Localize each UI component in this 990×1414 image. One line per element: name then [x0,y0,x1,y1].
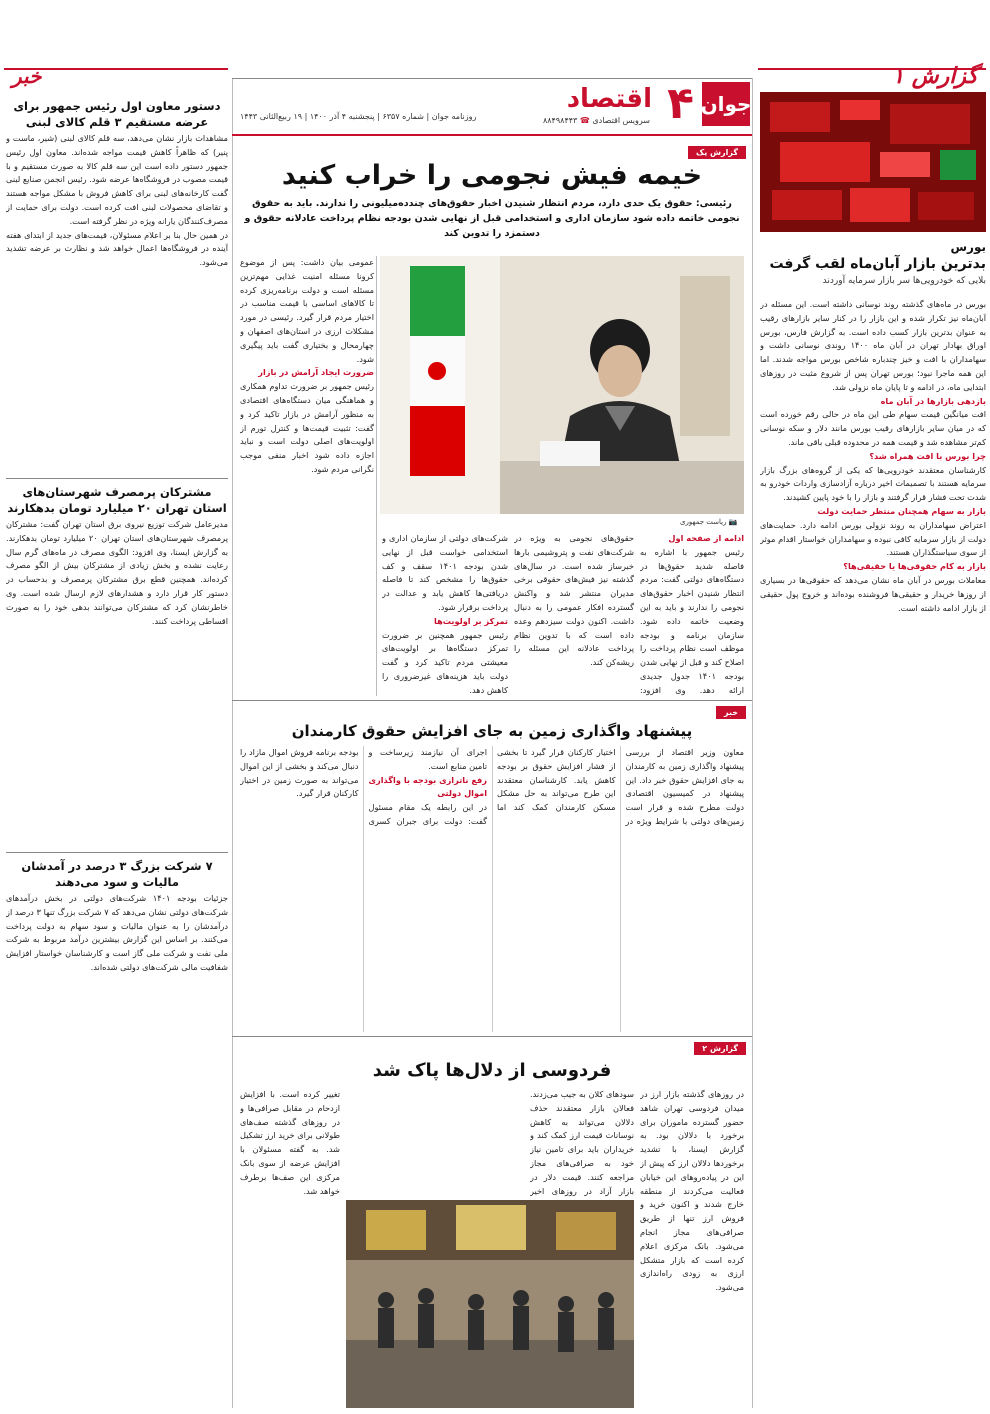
report2-para: تغییر کرده است. با افزایش ازدحام در مقابل صرافی‌ها و در روزهای گذشته صف‌های طولانی برای خرید ارز تشکیل شد. به گفته مسئولان با افزایش عرضه از سوی بانک مرکزی این صف‌ها برطرف خواهد شد. [240,1089,340,1196]
section-divider [232,1036,752,1037]
lead-headline: خیمه فیش نجومی را خراب کنید [281,160,703,191]
phone-icon: ☎ [579,116,590,125]
news2-para: مدیرعامل شرکت توزیع نیروی برق استان تهران گفت: مشترکان پرمصرف شهرستان‌های استان تهران ۲۰ میلیارد تومان بدهکارند. به گزارش ایسنا، وی افزود: الگوی مصرف در ماه‌های گرم سال رعایت نشده و بخش زیادی از مشترکان بیش از الگو مصرف کرده‌اند. همچنین قطع برق مشترکان پرمصرف و بدحساب در دستور کار قرار دارد و هشدارهای لازم ارسال شده است. وی خاطرنشان کرد که مشترکان می‌توانند بدهی خود را به صورت اقساطی پرداخت کنند. [6,519,228,626]
bourse-body [760,298,986,1408]
bourse-para: اعتراض سهامداران به روند نزولی بورس ادامه دارد. حمایت‌های دولت از بازار سرمایه کافی نبوده و سهامداران خواستار اقدام موثر از سوی سیاستگذاران هستند. [760,519,986,558]
page-number: ۴ [667,78,694,129]
report2-column-2 [530,1088,634,1198]
bourse-para: افت میانگین قیمت سهام طی این ماه در حالی رقم خورده است که در میان سایر بازارهای رقیب بورس مانند دلار و سکه نوسانی کم‌تر مشاهده شد و قیمت همه در محدوده قبلی باقی ماند. [760,409,986,447]
column-rule [376,256,377,696]
report2-para: در روزهای گذشته بازار ارز در میدان فردوسی تهران شاهد حضور گسترده ماموران برای برخورد با دلالان بود. به گزارش ایسنا، با تشدید برخوردها دلالان ارز که پیش از این در پیاده‌روهای این خیابان فعالیت می‌کردند از منطقه خارج شدند و اکنون خرید و فروش ارز تنها از طریق صرافی‌های مجاز انجام می‌شود. بانک مرکزی اعلام کرده است که بازار متشکل ارزی به زودی راه‌اندازی می‌شود. [640,1089,744,1293]
lead-para: شرکت‌های دولتی از سازمان اداری و استخدامی خواست قبل از نهایی شدن بودجه ۱۴۰۱ سقف و کف حقوق‌ها را مشخص کند تا فاصله دریافتی‌ها کاهش یابد و عدالت در پرداخت برقرار شود. [382,533,508,612]
news1-body [6,132,228,472]
bourse-headline: بدترین بازار آبان‌ماه لقب گرفت [769,256,986,272]
bourse-para: بورس در ماه‌های گذشته روند نوسانی داشته است. این مسئله در آبان‌ماه نیز تکرار شده و این بازار را در کنار سایر بازارهای رقیب به عنوان بدترین بازار کسب داده است. به گزارش فارس، بورس اوراق بهادار تهران در آبان ماه ۱۴۰۰ روندی نوسانی داشت و سهامداران با افت و خیز چندباره شاخص بورس مواجه شدند. اما این همه ماجرا نبود؛ بورس تهران پس از شروع مثبت در روزهای ابتدایی ماه، در ادامه و تا پایان ماه نزولی شد. [760,299,986,392]
section-title: اقتصاد [566,84,652,114]
lead-subhead: تمرکز بر اولویت‌ها [434,615,508,626]
bourse-para: کارشناسان معتقدند خودرویی‌ها که یکی از گروه‌های بزرگ بازار سرمایه هستند با تصمیمات اخیر درباره آزادسازی واردات خودرو به شدت تحت فشار قرار گرفتند و بازار را با خود پایین کشیدند. [760,464,986,503]
lead-para: رئیس جمهور با اشاره به فاصله شدید حقوق‌ها در دستگاه‌های دولتی گفت: مردم انتظار شنیدن اخبار حقوق‌های نجومی را ندارند و باید به این وضعیت خاتمه داده شود. سازمان برنامه و بودجه موظف است نظام پرداخت را اصلاح کند و قبل از نهایی شدن بودجه ۱۴۰۱ جدول جدیدی ارائه دهد. وی افزود: [640,546,744,695]
column-rule [752,78,753,1408]
column-rule [232,78,233,1408]
report2-column-3 [240,1088,340,1408]
report2-kicker: گزارش ۲ [694,1042,746,1055]
lead-column-2 [514,532,634,696]
khabar-kicker: خبر [716,706,746,719]
khabar-subhead: رفع ناترازی بودجه با واگذاری اموال دولتی [368,774,487,799]
khabar-body [240,746,744,1032]
bourse-subhead: چرا بورس با افت همراه شد؟ [869,450,986,461]
news2-headline: مشترکان پرمصرف شهرستان‌های استان تهران ۲۰ میلیارد تومان بدهکارند [7,485,227,515]
bourse-subheadline: بلایی که خودرویی‌ها سر بازار سرمایه آوردند [822,276,986,286]
bourse-board-image [760,92,986,232]
news3-headline: ۷ شرکت بزرگ ۳ درصد در آمدشان مالیات و سود می‌دهند [21,859,213,889]
issue-info: روزنامه جوان | شماره ۶۳۵۷ | پنجشنبه ۴ آذر ۱۴۰۰ | ۱۹ ربیع‌الثانی ۱۴۴۳ [240,112,477,121]
report2-para: سودهای کلان به جیب می‌زدند. فعالان بازار معتقدند حذف دلالان می‌تواند به کاهش نوسانات قیمت ارز کمک کند و خریداران باید برای تامین نیاز خود به صرافی‌های مجاز مراجعه کنند. قیمت دلار در بازار آزاد در روزهای اخیر [530,1089,634,1196]
masthead-divider [232,134,752,136]
service-phone: ۸۸۴۹۸۴۴۳ [542,116,578,125]
khabar-para: در این رابطه یک مقام مسئول گفت: دولت برای جبران کسری بودجه برنامه فروش اموال مازاد را دنبال می‌کند و بخشی از این اموال می‌تواند به صورت زمین در اختیار کارکنان قرار گیرد. [240,747,487,826]
section-divider [232,700,752,701]
photo-caption-text: ریاست جمهوری [680,518,727,526]
khabar-rail-header [4,64,228,90]
news3-body [6,892,228,1408]
report2-headline: فردوسی از دلال‌ها پاک شد [372,1060,612,1081]
bourse-para: معاملات بورس در آبان ماه نشان می‌دهد که حقوقی‌ها در بسیاری از روزها خریدار و حقیقی‌ها فروشنده بوده‌اند و خروج پول حقیقی از بازار ادامه داشته است. [760,574,986,613]
report1-label: گزارش ۱ [892,64,978,89]
lead-subhead: ادامه از صفحه اول [668,533,744,543]
news-divider [6,852,228,853]
news3-para: جزئیات بودجه ۱۴۰۱ شرکت‌های دولتی در بخش درآمدهای شرکت‌های دولتی نشان می‌دهد که ۷ شرکت بزرگ تنها ۳ درصد از درآمدشان را به عنوان مالیات و سود سهام به دولت پرداخت می‌کنند. بر اساس این گزارش بیشترین درآمد مربوط به شرکت ملی نفت و شرکت ملی گاز است و کارشناسان خواستار افزایش شفافیت مالی شرکت‌های دولتی شده‌اند. [6,893,228,972]
lead-para: عمومی بیان داشت: پس از موضوع کرونا مسئله امنیت غذایی مهم‌ترین مسئله است و دولت برنامه‌ریزی کرده تا کالاهای اساسی با قیمت مناسب در اختیار مردم قرار گیرد. رئیسی در مورد مشکلات ارزی در استان‌های اصفهان و چهارمحال و بختیاری گفت باید پیگیری شود. [240,257,374,364]
news1-headline: دستور معاون اول رئیس جمهور برای عرضه مستقیم ۳ قلم کالای لبنی [13,99,221,129]
paper-logo: جوان [702,82,750,126]
news-divider [6,478,228,479]
lead-column-3 [382,532,508,696]
khabar-rail-label: خبر [12,64,42,88]
lead-subhead: ضرورت ایجاد آرامش در بازار [258,367,374,378]
bourse-subhead: بازار به سهام همچنان منتظر حمایت دولت [817,505,986,516]
masthead [240,78,752,130]
news2-body [6,518,228,848]
lead-deck: رئیسی: حقوق یک حدی دارد، مردم انتظار شنیدن اخبار حقوق‌های چندده‌میلیونی را ندارند. باید به حقوق نجومی خاتمه داده شود سازمان اداری و استخدامی قبل از نهایی شدن بودجه نظام پرداخت عادلانه حقوق و دستمزد را تدوین کند [244,198,740,239]
president-photo [380,256,744,514]
photo-caption [680,518,737,526]
camera-icon: 📷 [728,518,738,526]
news1-para: در همین حال بنا بر اعلام مسئولان، قیمت‌های جدید از ابتدای هفته آینده در فروشگاه‌ها اعمال خواهد شد و نظارت بر عرضه تشدید می‌شود. [6,229,228,268]
khabar-headline: پیشنهاد واگذاری زمین به جای افزایش حقوق کارمندان [291,722,693,740]
service-line [543,116,650,125]
report2-column-1 [640,1088,744,1408]
ferdowsi-street-photo [346,1200,634,1408]
report1-header [758,64,986,90]
bourse-subhead: بازدهی بازارها در آبان ماه [880,395,986,406]
bourse-subhead: بازار به کام حقوقی‌ها یا حقیقی‌ها؟ [843,561,986,572]
lead-para: رئیس جمهور همچنین بر ضرورت تمرکز دستگاه‌ها بر اولویت‌های معیشتی مردم تاکید کرد و گفت دولت باید هزینه‌های غیرضروری را کاهش دهد. [382,629,508,695]
lead-para: حقوق‌های نجومی به ویژه در شرکت‌های نفت و پتروشیمی بارها خبرساز شده است. در سال‌های گذشته نیز فیش‌های حقوقی برخی مدیران منتشر شد و واکنش گسترده افکار عمومی را به دنبال داشت. اکنون دولت سیزدهم وعده داده است که با تدوین نظام پرداخت عادلانه این مسئله را ریشه‌کن کند. [514,533,634,668]
lead-kicker: گزارش یک [688,146,746,159]
lead-para: رئیس جمهور بر ضرورت تداوم همکاری و هماهنگی میان دستگاه‌های اقتصادی به منظور آرامش در بازار تاکید کرد و گفت: تثبیت قیمت‌ها و کنترل تورم از اولویت‌های اصلی دولت است و نباید اجازه داده شود اخبار منفی موجب نگرانی مردم شود. [240,381,374,474]
khabar-para: معاون وزیر اقتصاد از بررسی پیشنهاد واگذاری زمین به کارمندان به جای افزایش حقوق خبر داد. این پیشنهاد در کمیسیون اقتصادی دولت مطرح شده و قرار است زمین‌های دولتی با شرایط ویژه در اختیار کارکنان قرار گیرد تا بخشی از فشار افزایش حقوق بر بودجه کاهش یابد. کارشناسان معتقدند این طرح می‌تواند به حل مشکل مسکن کارمندان کمک کند اما اجرای آن نیازمند زیرساخت و تامین منابع است. [368,747,744,826]
lead-column-1 [640,532,744,696]
lead-column-4 [240,256,374,696]
bourse-title: بورس [950,240,986,254]
service-name: سرویس اقتصادی [592,116,650,125]
news1-para: مشاهدات بازار نشان می‌دهد، سه قلم کالای لبنی (شیر، ماست و پنیر) که ظاهراً کاهش قیمت مواجه شده‌اند. معاون اول رئیس جمهور دستور داده است این سه قلم کالا به صورت مستقیم و با قیمت مصوب در فروشگاه‌ها عرضه شود. رئیس انجمن صنایع لبنی گفت کارخانه‌های لبنی برای کاهش فروش با مشکل مواجه هستند و تقاضای محصولات لبنی افت کرده است. دولت برای حمایت از مصرف‌کنندگان یارانه ویژه در نظر گرفته است. [6,133,228,226]
